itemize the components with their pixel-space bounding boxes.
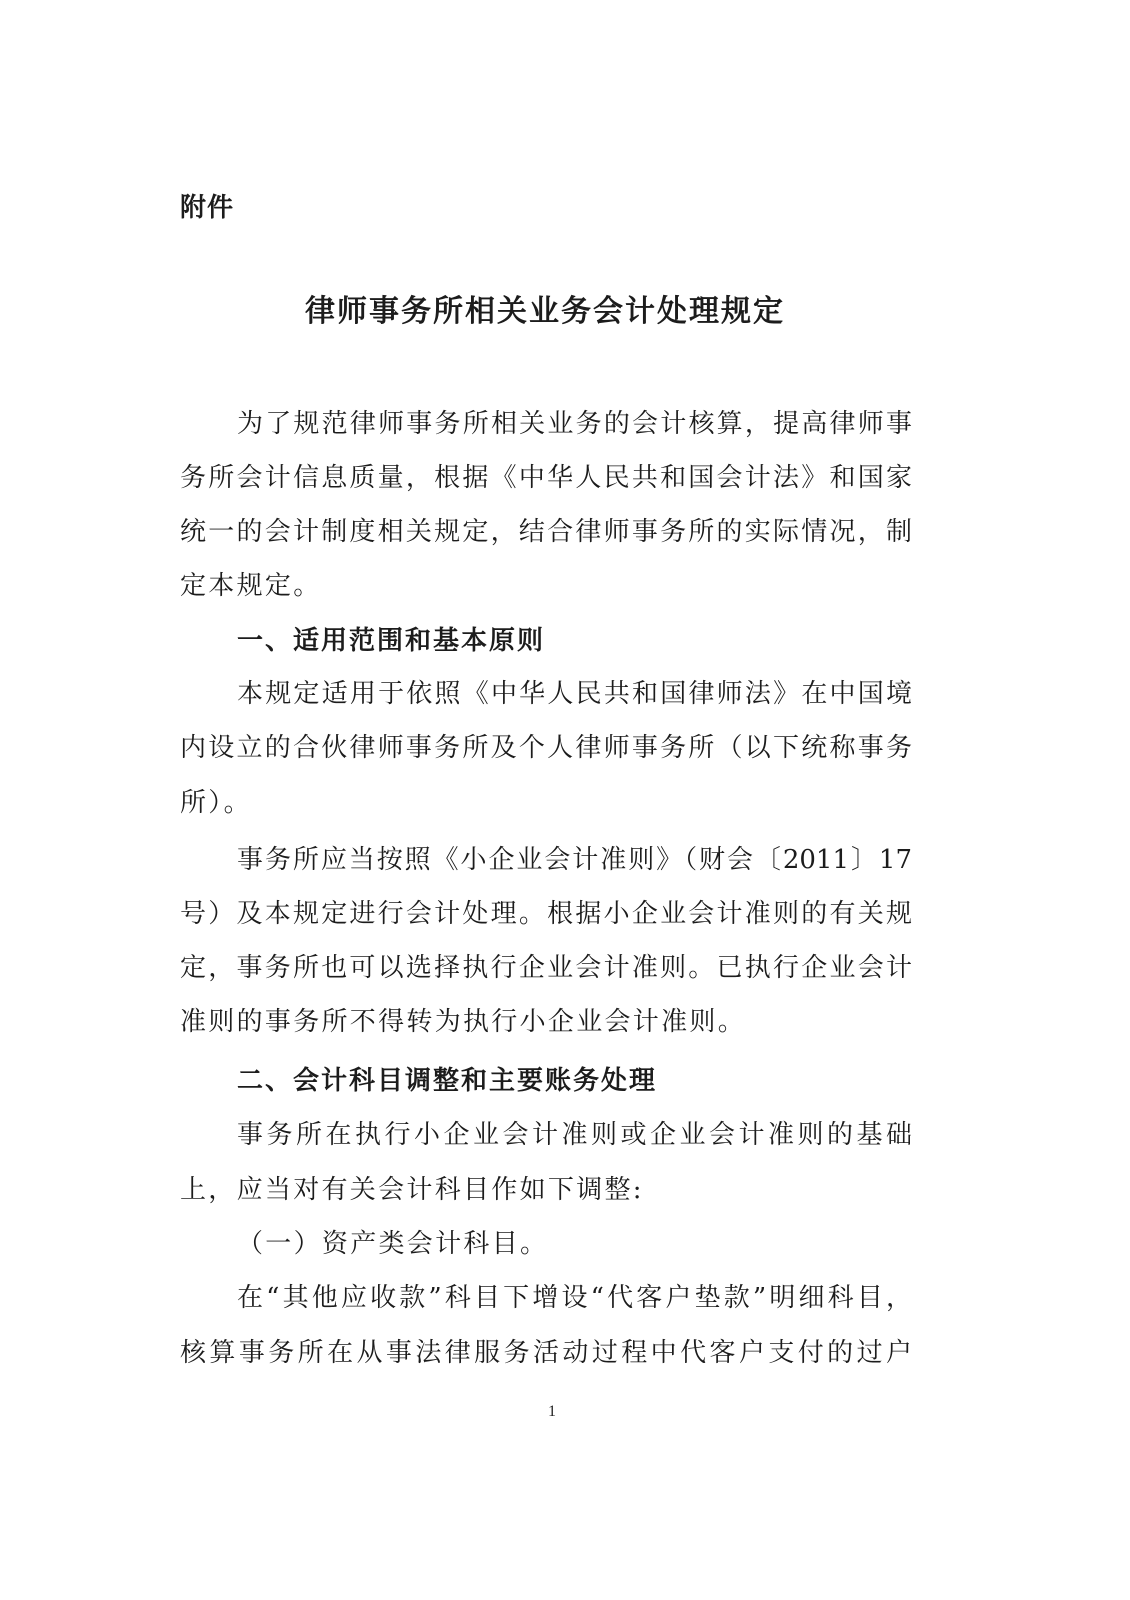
document-title: 律师事务所相关业务会计处理规定 xyxy=(305,294,785,329)
paragraph-line: 在“其他应收款”科目下增设“代客户垫款”明细科目， xyxy=(237,1283,912,1313)
paragraph-line: 定，事务所也可以选择执行企业会计准则。已执行企业会计 xyxy=(180,953,912,983)
paragraph-line: 务所会计信息质量，根据《中华人民共和国会计法》和国家 xyxy=(180,463,912,493)
paragraph-line: 号）及本规定进行会计处理。根据小企业会计准则的有关规 xyxy=(180,899,912,929)
paragraph-line: 上，应当对有关会计科目作如下调整: xyxy=(180,1175,644,1205)
paragraph-line: 本规定适用于依照《中华人民共和国律师法》在中国境 xyxy=(237,679,912,709)
paragraph-line: 准则的事务所不得转为执行小企业会计准则。 xyxy=(180,1007,747,1037)
attachment-label: 附件 xyxy=(180,192,235,222)
paragraph-line: 内设立的合伙律师事务所及个人律师事务所（以下统称事务 xyxy=(180,733,912,763)
paragraph-line: 事务所应当按照《小企业会计准则》（财会〔2011〕17 xyxy=(237,845,912,875)
subsection-heading: （一）资产类会计科目。 xyxy=(237,1229,549,1259)
paragraph-line: 所）。 xyxy=(180,788,252,818)
page-number: 1 xyxy=(548,1403,556,1420)
section-heading: 一、适用范围和基本原则 xyxy=(237,625,546,655)
paragraph-line: 统一的会计制度相关规定，结合律师事务所的实际情况，制 xyxy=(180,517,912,547)
paragraph-line: 为了规范律师事务所相关业务的会计核算，提高律师事 xyxy=(237,409,912,439)
section-heading: 二、会计科目调整和主要账务处理 xyxy=(237,1065,658,1095)
paragraph-line: 定本规定。 xyxy=(180,571,322,601)
paragraph-line: 核算事务所在从事法律服务活动过程中代客户支付的过户 xyxy=(180,1338,912,1368)
paragraph-line: 事务所在执行小企业会计准则或企业会计准则的基础 xyxy=(237,1120,912,1150)
